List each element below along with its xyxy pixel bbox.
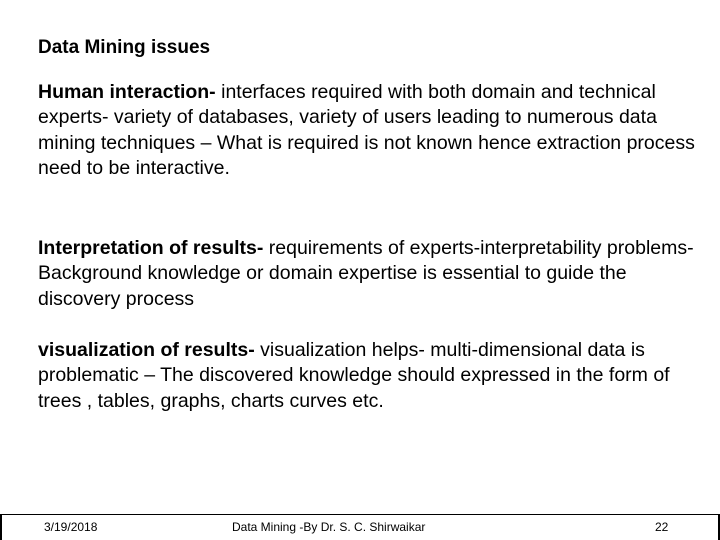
footer-divider xyxy=(0,514,720,515)
slide-title: Data Mining issues xyxy=(38,37,211,58)
paragraph-body: requirements of experts-interpretability problems- Background knowledge or domain expertise is essential to guide the discovery process xyxy=(38,237,694,310)
paragraph-human-interaction xyxy=(38,80,698,182)
paragraph-interpretation-of-results xyxy=(38,236,698,312)
slide-footer xyxy=(0,514,720,540)
paragraph-heading: Human interaction- xyxy=(38,81,216,103)
footer-title: Data Mining -By Dr. S. C. Shirwaikar xyxy=(232,520,426,534)
paragraph-visualization-of-results xyxy=(38,338,698,414)
footer-left-edge xyxy=(0,514,2,540)
paragraph-body: interfaces required with both domain and technical experts- variety of databases, variety of users leading to numerous data mining techniques – What is required is not known hence extraction process need to be interactive. xyxy=(38,81,695,180)
footer-date: 3/19/2018 xyxy=(44,520,98,534)
paragraph-heading: Interpretation of results- xyxy=(38,237,264,259)
paragraph-body: visualization helps- multi-dimensional data is problematic – The discovered knowledge should expressed in the form of trees , tables, graphs, charts curves etc. xyxy=(38,339,670,412)
paragraph-heading: visualization of results- xyxy=(38,339,255,361)
page-number: 22 xyxy=(655,520,669,534)
